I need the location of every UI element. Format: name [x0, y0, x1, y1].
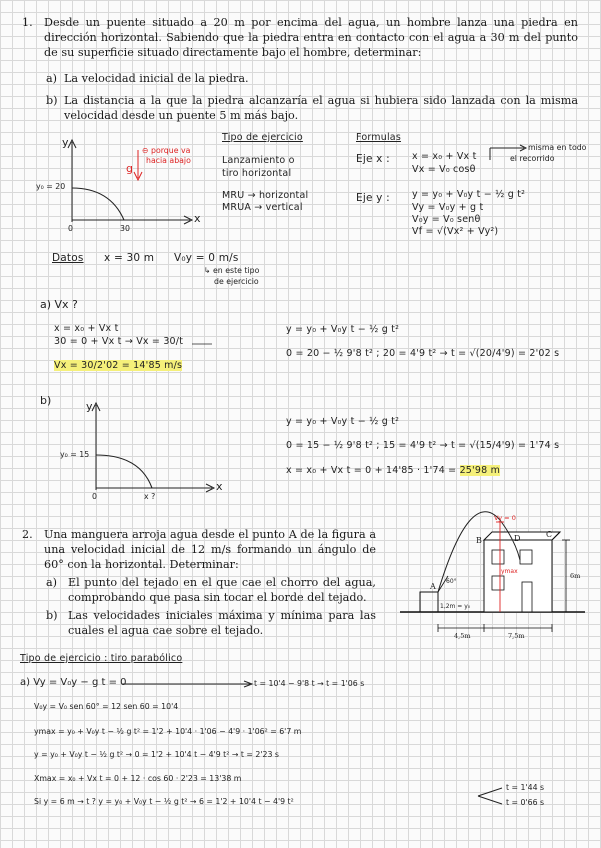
graph1-origin-label: 0	[68, 224, 73, 233]
mru-line: MRU → horizontal	[222, 190, 309, 201]
part-a-result: Vx = 30/2'02 = 14'85 m/s	[54, 360, 183, 371]
part-b-right-line2: 0 = 15 − ½ 9'8 t² ; 15 = 4'9 t² → t = √(15/4'9) = 1'74 s	[286, 440, 560, 451]
graph2-x-label: x	[216, 480, 223, 493]
exercise-type-line2: tiro horizontal	[222, 168, 292, 179]
formula-x-2: Vx = V₀ cosθ	[412, 164, 476, 175]
problem-2-statement: Una manguera arroja agua desde el punto A de la figura a una velocidad inicial de 12 m/s formando un ángulo de 60° con la horizontal. Determinar:	[44, 528, 376, 572]
exercise-type-title-2: Tipo de ejercicio : tiro parabólico	[20, 653, 183, 664]
p2-t1: t = 1'44 s	[506, 783, 545, 792]
misma-note-1: misma en todo	[528, 143, 587, 152]
graph2-xq-label: x ?	[144, 492, 156, 501]
p2-t2: t = 0'66 s	[506, 798, 545, 807]
formula-y-3: V₀y = V₀ senθ	[412, 214, 481, 225]
exercise-type-line1: Lanzamiento o	[222, 155, 295, 166]
problem-1-a-text: La velocidad inicial de la piedra.	[64, 72, 249, 85]
datos-title: Datos	[52, 252, 84, 264]
red-note-line2: hacia abajo	[146, 156, 191, 165]
axis-y-label: Eje y :	[356, 192, 390, 204]
problem-2-b-label: b)	[46, 609, 58, 622]
problem-1-b-label: b)	[46, 94, 58, 107]
part-a-heading: a) Vx ?	[40, 298, 78, 311]
part-b-heading: b)	[40, 394, 52, 407]
gravity-label: g	[126, 162, 133, 175]
part-a-line1: x = x₀ + Vx t	[54, 323, 119, 334]
part-b-result: 25'98 m	[459, 465, 501, 476]
axis-x-label: Eje x :	[356, 153, 390, 165]
p2-line3: ymax = y₀ + V₀y t − ½ g t² = 1'2 + 10'4 · 1'06 − 4'9 · 1'06² = 6'7 m	[34, 727, 302, 736]
graph1-x30-label: 30	[120, 224, 130, 233]
problem-1-b-text: La distancia a la que la piedra alcanzaría el agua si hubiera sido lanzada con la misma velocidad desde un puente 5 m más bajo.	[64, 94, 578, 123]
p2-line2: V₀y = V₀ sen 60° = 12 sen 60 = 10'4	[34, 702, 179, 711]
graph2-origin-label: 0	[92, 492, 97, 501]
problem-2-b-text: Las velocidades iniciales máxima y mínima para las cuales el agua cae sobre el tejado.	[68, 609, 376, 638]
datos-note-2: de ejercicio	[214, 277, 259, 286]
red-note-line1: ⊖ porque va	[142, 146, 191, 155]
problem-1-statement: Desde un puente situado a 20 m por encima del agua, un hombre lanza una piedra en dirección horizontal. Sabiendo que la piedra entra en contacto con el agua a 30 m del punto de su superficie situado directamente bajo el hombre, determinar:	[44, 16, 578, 60]
datos-voy: V₀y = 0 m/s	[174, 252, 239, 264]
fig-roof-height: 6m	[570, 572, 581, 580]
fig-point-b: B	[476, 536, 482, 545]
fig-dist-2: 7,5m	[508, 632, 525, 640]
graph1-x-label: x	[194, 212, 201, 225]
formula-x-1: x = x₀ + Vx t	[412, 151, 477, 162]
p2-line1-right: t = 10'4 − 9'8 t → t = 1'06 s	[254, 679, 365, 688]
formula-y-4: Vf = √(Vx² + Vy²)	[412, 226, 499, 237]
p2-line6: Si y = 6 m → t ? y = y₀ + V₀y t − ½ g t² → 6 = 1'2 + 10'4 t − 4'9 t²	[34, 797, 294, 806]
part-a-right-line1: y = y₀ + V₀y t − ½ g t²	[286, 324, 400, 335]
fig-ymax-label: ymax	[501, 568, 518, 575]
fig-a-height: 1,2m = y₀	[440, 603, 471, 610]
graph2-y0-label: y₀ = 15	[60, 450, 90, 459]
p2-line1-left: a) Vy = V₀y − g t = 0	[20, 677, 127, 688]
datos-x: x = 30 m	[104, 252, 155, 264]
problem-2-a-text: El punto del tejado en el que cae el chorro del agua, comprobando que pasa sin tocar el borde del tejado.	[68, 576, 376, 605]
part-b-x-equation: x = x₀ + Vx t = 0 + 14'85 · 1'74 =	[286, 465, 460, 476]
formulas-title: Formulas	[356, 132, 401, 143]
problem-1-a-label: a)	[46, 72, 58, 85]
part-a-right-line2: 0 = 20 − ½ 9'8 t² ; 20 = 4'9 t² → t = √(20/4'9) = 2'02 s	[286, 348, 560, 359]
fig-point-c: C	[546, 530, 553, 539]
part-b-right-line1: y = y₀ + V₀y t − ½ g t²	[286, 416, 400, 427]
graph1-y-label: y	[62, 136, 69, 149]
p2-line4: y = y₀ + V₀y t − ½ g t² → 0 = 1'2 + 10'4 t − 4'9 t² → t = 2'23 s	[34, 750, 279, 759]
fig-point-d: D	[514, 534, 521, 543]
formula-y-2: Vy = V₀y + g t	[412, 202, 484, 213]
part-a-line2: 30 = 0 + Vx t → Vx = 30/t	[54, 336, 184, 347]
problem-2-a-label: a)	[46, 576, 58, 589]
graph1-y0-label: y₀ = 20	[36, 182, 66, 191]
fig-angle: 60°	[446, 578, 457, 585]
misma-note-2: el recorrido	[510, 154, 555, 163]
fig-dist-1: 4,5m	[454, 632, 471, 640]
fig-point-a: A	[430, 582, 436, 591]
graph2-y-label: y	[86, 400, 93, 413]
problem-1-number: 1.	[22, 16, 33, 29]
exercise-type-title-1: Tipo de ejercicio	[222, 132, 303, 143]
datos-note-1: ↳ en este tipo	[204, 266, 260, 275]
fig-vy0-label: Vy = 0	[494, 514, 516, 522]
mrua-line: MRUA → vertical	[222, 202, 303, 213]
formula-y-1: y = y₀ + V₀y t − ½ g t²	[412, 189, 526, 200]
problem-2-number: 2.	[22, 528, 33, 541]
p2-line5: Xmax = x₀ + Vx t = 0 + 12 · cos 60 · 2'23 = 13'38 m	[34, 774, 242, 783]
